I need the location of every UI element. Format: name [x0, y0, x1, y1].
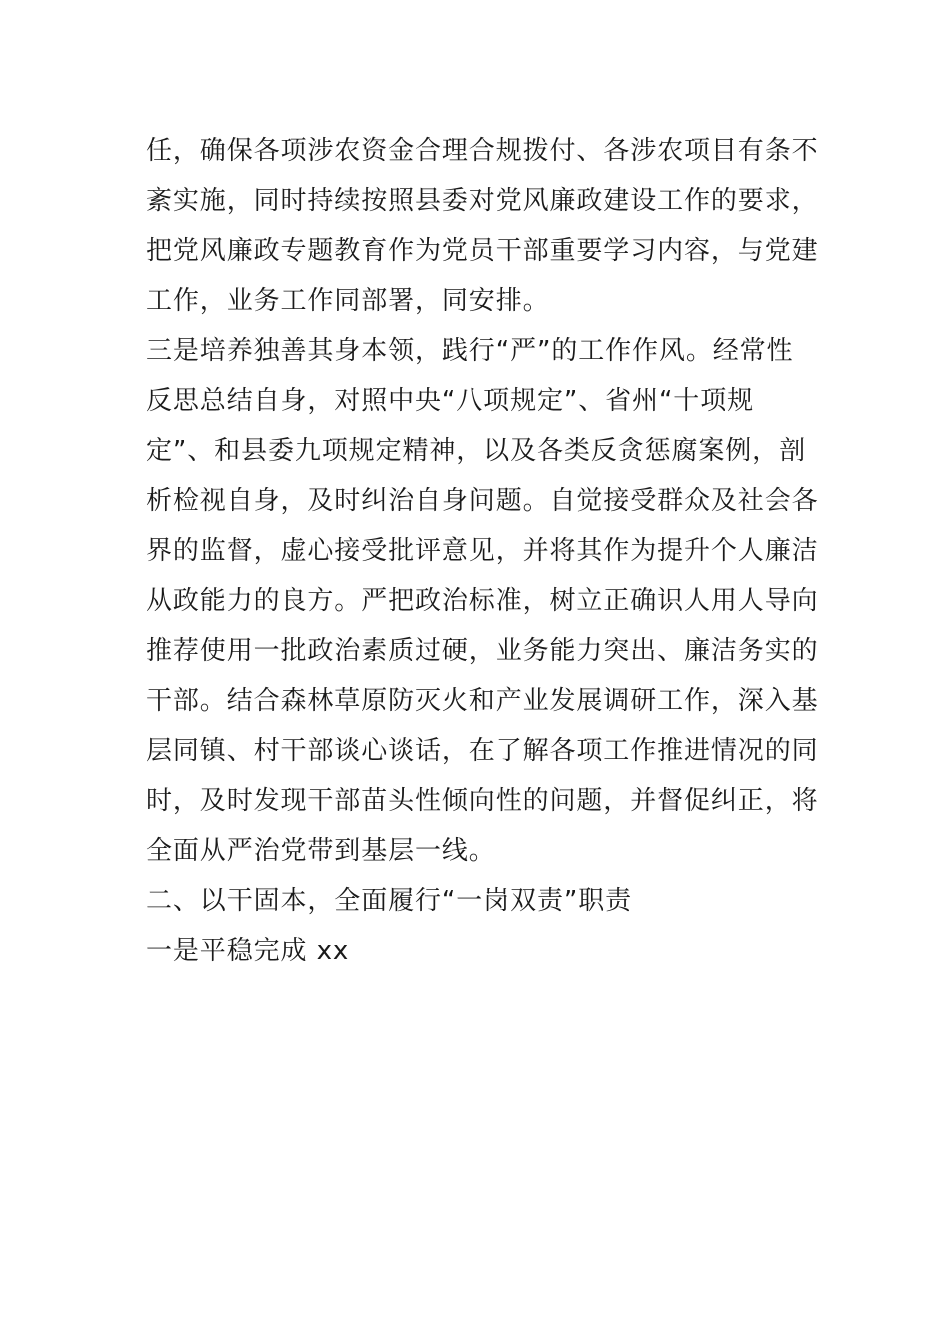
text-line: 时，及时发现干部苗头性倾向性的问题，并督促纠正，将	[146, 786, 819, 816]
text-line: 从政能力的良方。严把政治标准，树立正确识人用人导向	[146, 586, 819, 616]
text-line: 全面从严治党带到基层一线。	[146, 836, 496, 866]
text-line: 一是平稳完成 xx	[146, 936, 350, 966]
text-line: 三是培养独善其身本领，践行“严”的工作作风。经常性	[146, 336, 794, 366]
text-line: 把党风廉政专题教育作为党员干部重要学习内容，与党建	[146, 236, 819, 266]
text-line: 界的监督，虚心接受批评意见，并将其作为提升个人廉洁	[146, 536, 819, 566]
text-line: 任，确保各项涉农资金合理合规拨付、各涉农项目有条不	[146, 136, 819, 166]
document-body	[146, 126, 819, 976]
text-line: 推荐使用一批政治素质过硬，业务能力突出、廉洁务实的	[146, 636, 819, 666]
text-line: 析检视自身，及时纠治自身问题。自觉接受群众及社会各	[146, 486, 819, 516]
text-line: 干部。结合森林草原防灭火和产业发展调研工作，深入基	[146, 686, 819, 716]
text-line: 工作，业务工作同部署，同安排。	[146, 286, 550, 316]
text-line: 反思总结自身，对照中央“八项规定”、省州“十项规	[146, 386, 755, 416]
section-heading: 二、以干固本，全面履行“一岗双责”职责	[146, 886, 633, 916]
text-line: 紊实施，同时持续按照县委对党风廉政建设工作的要求，	[146, 186, 819, 216]
text-line: 层同镇、村干部谈心谈话，在了解各项工作推进情况的同	[146, 736, 819, 766]
text-line: 定”、和县委九项规定精神，以及各类反贪惩腐案例，剖	[146, 436, 806, 466]
